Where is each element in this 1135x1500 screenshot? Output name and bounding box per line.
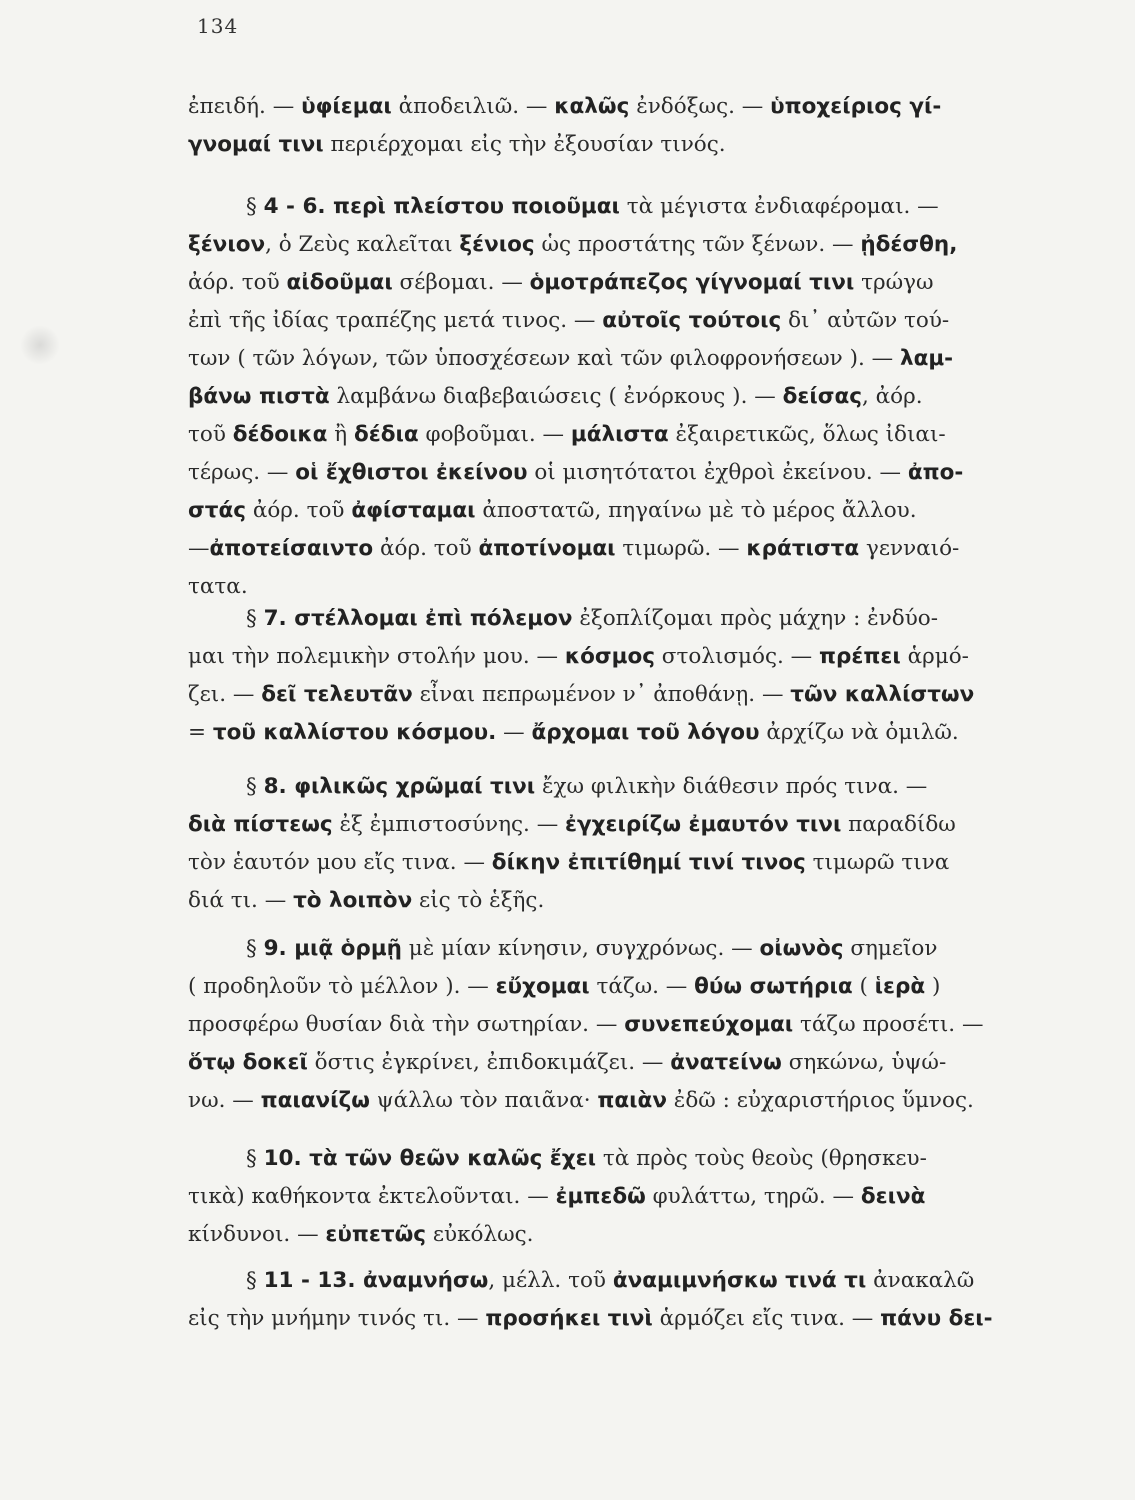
text-line — [188, 126, 1034, 164]
gloss-text: τιμωρῶ τινα — [805, 850, 950, 875]
paragraph — [188, 930, 1034, 1120]
gloss-text: ἁρμόζει εἴς τινα. — — [652, 1306, 881, 1331]
gloss-text: τιμωρῶ. — — [615, 536, 747, 561]
gloss-text: μὲ μίαν κίνησιν, συγχρόνως. — — [401, 936, 760, 961]
gloss-text: ἔχω φιλικὴν διάθεσιν πρός τινα. — — [535, 774, 928, 799]
paragraph — [188, 768, 1034, 920]
gloss-text: ( προδηλοῦν τὸ μέλλον ). — — [188, 974, 496, 999]
headword: ὑφίεμαι — [301, 94, 392, 119]
text-line — [188, 492, 1034, 530]
headword: ξένιος — [459, 232, 535, 257]
text-line — [188, 638, 1034, 676]
text-line — [188, 340, 1034, 378]
headword: πάνυ δει- — [880, 1306, 993, 1331]
headword: δεινὰ — [860, 1184, 926, 1209]
gloss-text: παραδίδω — [841, 812, 956, 837]
paragraph — [188, 88, 1034, 164]
headword: δίκην ἐπιτίθημί τινί τινος — [491, 850, 806, 875]
headword: μάλιστα — [570, 422, 669, 447]
gloss-text: φοβοῦμαι. — — [418, 422, 571, 447]
gloss-text: ἀρχίζω νὰ ὁμιλῶ. — [759, 720, 959, 745]
gloss-text: ἀποδειλιῶ. — — [391, 94, 555, 119]
gloss-text: § — [246, 1146, 264, 1171]
headword: ᾐδέσθη, — [860, 232, 958, 257]
gloss-text: τικὰ) καθήκοντα ἐκτελοῦνται. — — [188, 1184, 556, 1209]
gloss-text: των ( τῶν λόγων, τῶν ὑποσχέσεων καὶ τῶν φιλοφρονήσεων ). — — [188, 346, 900, 371]
text-line — [188, 1006, 1034, 1044]
text-line — [188, 882, 1034, 920]
headword: 8. φιλικῶς χρῶμαί τινι — [263, 774, 536, 799]
headword: ἐμπεδῶ — [555, 1184, 646, 1209]
text-line — [188, 1262, 1034, 1300]
gloss-text: τὰ μέγιστα ἐνδιαφέρομαι. — — [619, 194, 939, 219]
headword: ἄρχομαι τοῦ λόγου — [531, 720, 760, 745]
gloss-text: ἁρμό- — [900, 644, 969, 669]
gloss-text: τρώγω — [854, 270, 934, 295]
text-line — [188, 378, 1034, 416]
gloss-text: ἐξ ἐμπιστοσύνης. — — [332, 812, 566, 837]
text-line — [188, 226, 1034, 264]
gloss-text: — — [188, 536, 210, 561]
gloss-text: ἐνδόξως. — — [629, 94, 771, 119]
gloss-text: τέρως. — — [188, 460, 296, 485]
text-line — [188, 88, 1034, 126]
gloss-text: § — [246, 606, 264, 631]
headword: διὰ πίστεως — [188, 812, 333, 837]
headword: τὸ λοιπὸν — [293, 888, 413, 913]
paragraph — [188, 188, 1034, 606]
headword: ἀφίσταμαι — [351, 498, 476, 523]
text-line — [188, 844, 1034, 882]
headword: αἰδοῦμαι — [286, 270, 393, 295]
headword: ὅτῳ δοκεῖ — [188, 1050, 308, 1075]
gloss-text: § — [246, 1268, 264, 1293]
text-line — [188, 302, 1034, 340]
paragraph — [188, 600, 1034, 752]
headword: ἐγχειρίζω ἐμαυτόν τινι — [565, 812, 842, 837]
gloss-text: ἀόρ. τοῦ — [373, 536, 479, 561]
headword: εὐπετῶς — [325, 1222, 427, 1247]
headword: δέδια — [354, 422, 419, 447]
headword: οἰωνὸς — [759, 936, 844, 961]
gloss-text: τὸν ἑαυτόν μου εἴς τινα. — — [188, 850, 492, 875]
gloss-text: μαι τὴν πολεμικὴν στολήν μου. — — [188, 644, 565, 669]
headword: δείσας — [782, 384, 862, 409]
text-line — [188, 454, 1034, 492]
text-line — [188, 188, 1034, 226]
page-number: 134 — [197, 14, 239, 38]
gloss-text: ἀποστατῶ, πηγαίνω μὲ τὸ μέρος ἄλλου. — [475, 498, 917, 523]
headword: καλῶς — [554, 94, 630, 119]
text-line — [188, 968, 1034, 1006]
headword: κράτιστα — [746, 536, 860, 561]
headword: δεῖ τελευτᾶν — [261, 682, 413, 707]
headword: ἀποτείσαιντο — [209, 536, 374, 561]
headword: λαμ- — [899, 346, 954, 371]
gloss-text: οἱ μισητότατοι ἐχθροὶ ἐκείνου. — — [527, 460, 908, 485]
gloss-text: εὐκόλως. — [426, 1222, 534, 1247]
gloss-text: τάζω. — — [589, 974, 695, 999]
headword: παιὰν — [597, 1088, 667, 1113]
gloss-text: , ὁ Ζεὺς καλεῖται — [265, 232, 460, 257]
gloss-text: ἐπὶ τῆς ἰδίας τραπέζης μετά τινος. — — [188, 308, 603, 333]
headword: ὁμοτράπεζος γίγνομαί τινι — [529, 270, 855, 295]
gloss-text: τὰ πρὸς τοὺς θεοὺς (θρησκευ- — [595, 1146, 927, 1171]
headword: ἀνατείνω — [670, 1050, 782, 1075]
gloss-text: λαμβάνω διαβεβαιώσεις ( ἐνόρκους ). — — [329, 384, 783, 409]
gloss-text: § — [246, 936, 264, 961]
text-line — [188, 1300, 1034, 1338]
gloss-text: εἰς τὸ ἑξῆς. — [412, 888, 545, 913]
gloss-text: κίνδυνοι. — — [188, 1222, 326, 1247]
paragraph — [188, 1140, 1034, 1254]
gloss-text: τατα. — [188, 574, 248, 599]
gloss-text: στολισμός. — — [654, 644, 820, 669]
gloss-text: ) — [925, 974, 941, 999]
gloss-text: φυλάττω, τηρῶ. — — [645, 1184, 861, 1209]
gloss-text: σηκώνω, ὑψώ- — [781, 1050, 947, 1075]
text-line — [188, 530, 1034, 568]
gloss-text: — — [496, 720, 532, 745]
headword: κόσμος — [564, 644, 655, 669]
headword: 7. στέλλομαι ἐπὶ πόλεμον — [263, 606, 573, 631]
gloss-text: προσφέρω θυσίαν διὰ τὴν σωτηρίαν. — — [188, 1012, 625, 1037]
headword: ξένιον — [188, 232, 266, 257]
gloss-text: εἶναι πεπρωμένον ν᾽ ἀποθάνῃ. — — [412, 682, 791, 707]
headword: βάνω πιστὰ — [188, 384, 330, 409]
gloss-text: τάζω προσέτι. — — [793, 1012, 984, 1037]
text-line — [188, 1178, 1034, 1216]
headword: προσήκει τινὶ — [485, 1306, 653, 1331]
headword: παιανίζω — [260, 1088, 370, 1113]
gloss-text: περιέρχομαι εἰς τὴν ἐξουσίαν τινός. — [323, 132, 726, 157]
gloss-text: τοῦ — [188, 422, 233, 447]
headword: οἱ ἔχθιστοι ἐκείνου — [295, 460, 528, 485]
gloss-text: = — [188, 720, 213, 745]
headword: συνεπεύχομαι — [624, 1012, 794, 1037]
headword: 10. τὰ τῶν θεῶν καλῶς ἔχει — [263, 1146, 596, 1171]
text-line — [188, 600, 1034, 638]
gloss-text: ἀόρ. τοῦ — [245, 498, 352, 523]
gloss-text: , μέλλ. τοῦ — [488, 1268, 613, 1293]
gloss-text: ( — [852, 974, 875, 999]
text-line — [188, 1082, 1034, 1120]
gloss-text: ἐπειδή. — — [188, 94, 302, 119]
headword: στάς — [188, 498, 246, 523]
headword: τοῦ καλλίστου κόσμου. — [212, 720, 497, 745]
gloss-text: διά τι. — — [188, 888, 294, 913]
gloss-text: ὡς προστάτης τῶν ξένων. — — [534, 232, 861, 257]
gloss-text: ψάλλω τὸν παιᾶνα· — [369, 1088, 598, 1113]
gloss-text: ἀόρ. τοῦ — [188, 270, 287, 295]
headword: 4 - 6. περὶ πλείστου ποιοῦμαι — [263, 194, 620, 219]
gloss-text: ἐδῶ : εὐχαριστήριος ὕμνος. — [666, 1088, 974, 1113]
headword: 9. μιᾷ ὁρμῇ — [263, 936, 402, 961]
text-line — [188, 1044, 1034, 1082]
gloss-text: ἐξαιρετικῶς, ὅλως ἰδιαι- — [668, 422, 946, 447]
gloss-text: § — [246, 194, 264, 219]
gloss-text: ἀνακαλῶ — [866, 1268, 975, 1293]
headword: ἀποτίνομαι — [478, 536, 616, 561]
text-line — [188, 416, 1034, 454]
text-line — [188, 676, 1034, 714]
gloss-text: εἰς τὴν μνήμην τινός τι. — — [188, 1306, 486, 1331]
text-line — [188, 1140, 1034, 1178]
headword: τῶν καλλίστων — [790, 682, 975, 707]
text-line — [188, 806, 1034, 844]
gloss-text: , ἀόρ. — [861, 384, 923, 409]
headword: ἀναμιμνήσκω τινά τι — [612, 1268, 867, 1293]
gloss-text: § — [246, 774, 264, 799]
text-line — [188, 930, 1034, 968]
text-line — [188, 1216, 1034, 1254]
gloss-text: γενναιό- — [859, 536, 960, 561]
headword: δέδοικα — [232, 422, 328, 447]
text-line — [188, 264, 1034, 302]
headword: εὔχομαι — [495, 974, 590, 999]
gloss-text: ἢ — [327, 422, 355, 447]
text-line — [188, 714, 1034, 752]
headword: ὑποχείριος γί- — [770, 94, 942, 119]
text-line — [188, 768, 1034, 806]
headword: ἀπο- — [907, 460, 964, 485]
headword: αὐτοῖς τούτοις — [602, 308, 782, 333]
gloss-text: ζει. — — [188, 682, 262, 707]
gloss-text: σημεῖον — [843, 936, 938, 961]
headword: θύω σωτήρια — [694, 974, 853, 999]
gloss-text: ἐξοπλίζομαι πρὸς μάχην : ἐνδύο- — [572, 606, 938, 631]
headword: πρέπει — [819, 644, 901, 669]
headword: 11 - 13. ἀναμνήσω — [263, 1268, 489, 1293]
gloss-text: δι᾽ αὐτῶν τού- — [781, 308, 950, 333]
paper-speck — [20, 325, 60, 365]
gloss-text: σέβομαι. — — [392, 270, 530, 295]
gloss-text: νω. — — [188, 1088, 261, 1113]
gloss-text: ὅστις ἐγκρίνει, ἐπιδοκιμάζει. — — [307, 1050, 671, 1075]
headword: γνομαί τινι — [188, 132, 324, 157]
paragraph — [188, 1262, 1034, 1338]
headword: ἱερὰ — [874, 974, 926, 999]
